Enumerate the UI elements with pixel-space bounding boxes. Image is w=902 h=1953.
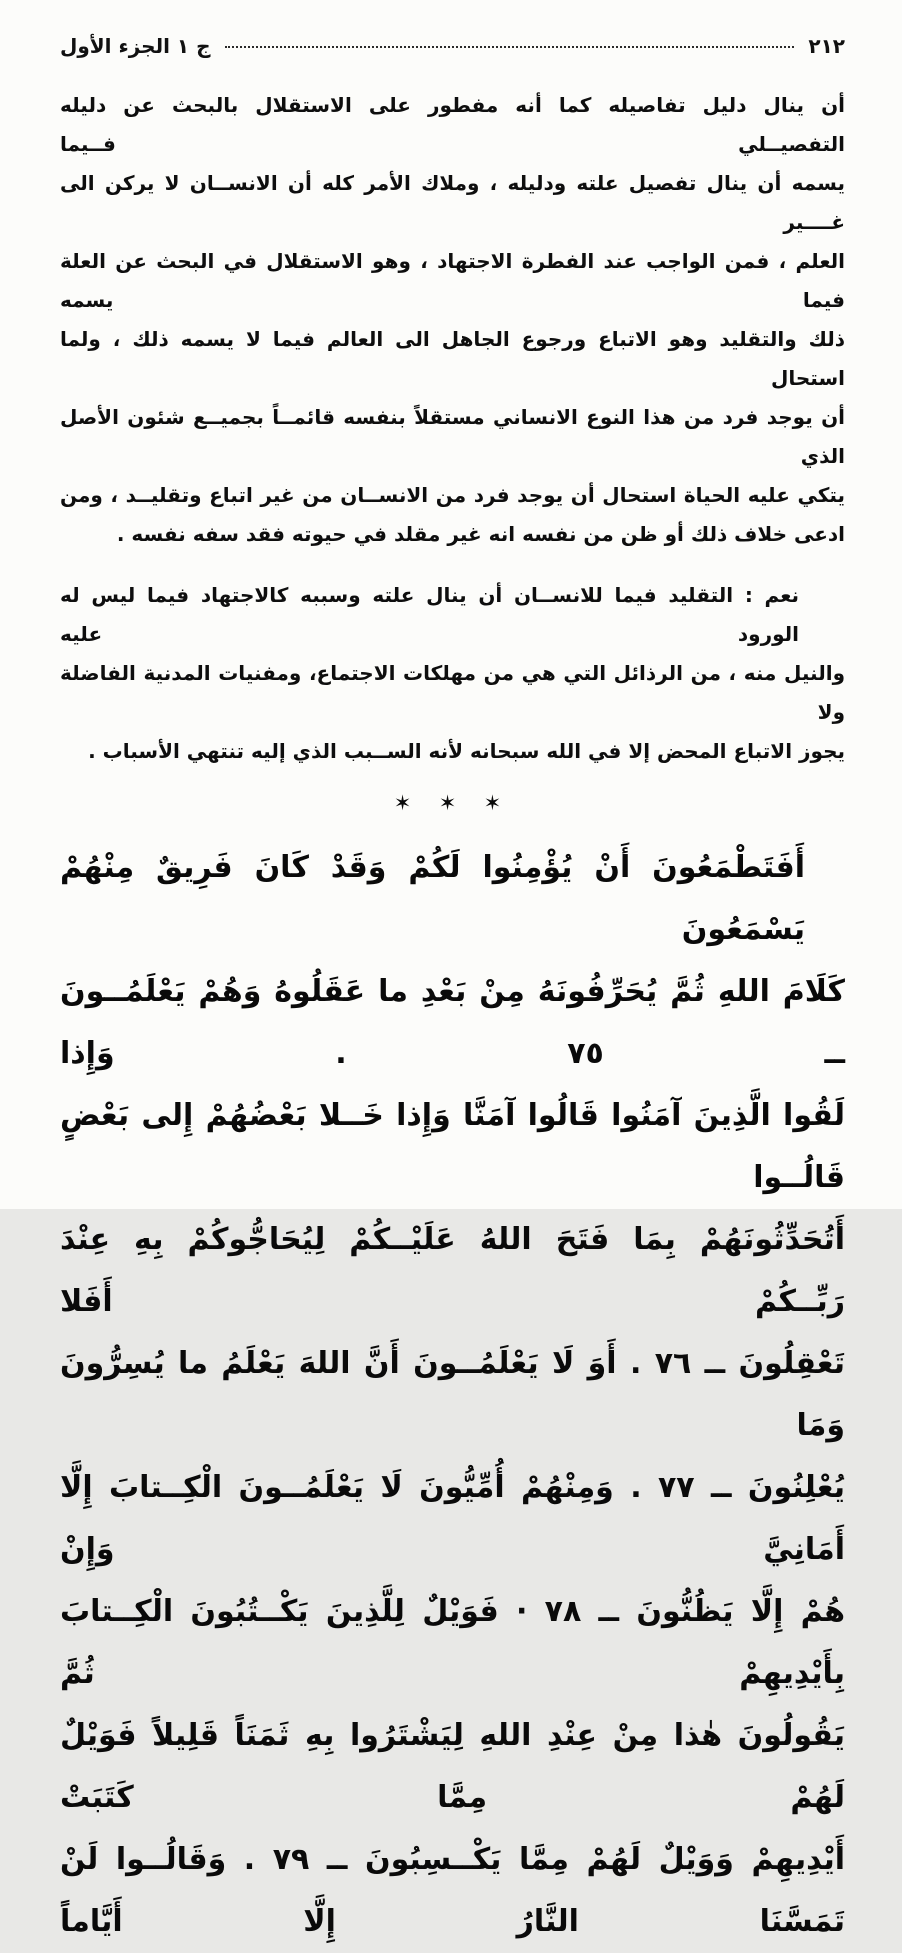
page-header <box>60 32 845 60</box>
page-number: ٢١٢ <box>808 34 845 58</box>
commentary-line: ذلك والتقليد وهو الاتباع ورجوع الجاهل الى العالم فيما لا يسمه ذلك ، ولما استحال <box>60 327 845 390</box>
commentary-line: والنيل منه ، من الرذائل التي هي من مهلكات الاجتماع، ومفنيات المدنية الفاضلة ولا <box>60 661 845 724</box>
volume-title: ج ١ الجزء الأول <box>60 34 211 58</box>
quran-line: يُعْلِنُونَ ــ ٧٧ . وَمِنْهُمْ أُمِّيُّونَ لَا يَعْلَمُــونَ الْكِــتابَ إِلَّا أَمَانِيَّ وَإِنْ <box>60 1470 845 1567</box>
quran-verses-block <box>60 837 845 1953</box>
commentary-line: العلم ، فمن الواجب عند الفطرة الاجتهاد ، وهو الاستقلال في البحث عن العلة فيما يسمه <box>60 249 845 312</box>
quran-line: أَفَتَطْمَعُونَ أَنْ يُؤْمِنُوا لَكُمْ وَقَدْ كَانَ فَرِيقٌ مِنْهُمْ يَسْمَعُونَ <box>60 850 805 947</box>
quran-line: هُمْ إِلَّا يَظُنُّونَ ــ ٧٨ · فَوَيْلٌ لِلَّذِينَ يَكْــتُبُونَ الْكِــتابَ بِأَيْدِيهِمْ ثُمَّ <box>60 1594 845 1691</box>
section-separator-stars: ✶ ✶ ✶ <box>393 791 512 815</box>
commentary-line: يتكي عليه الحياة استحال أن يوجد فرد من الانســان من غير اتباع وتقليــد ، ومن <box>60 483 845 507</box>
commentary-line: ادعى خلاف ذلك أو ظن من نفسه انه غير مقلد في حيوته فقد سفه نفسه . <box>116 522 845 546</box>
commentary-line: يجوز الاتباع المحض إلا في الله سبحانه لأنه الســبب الذي إليه تنتهي الأسباب . <box>88 739 845 763</box>
commentary-line: أن ينال دليل تفاصيله كما أنه مفطور على الاستقلال بالبحث عن دليله التفصيــلي فــيما <box>60 93 845 156</box>
quran-line: تَعْقِلُونَ ــ ٧٦ . أَوَ لَا يَعْلَمُــونَ أَنَّ اللهَ يَعْلَمُ ما يُسِرُّونَ وَمَا <box>60 1346 845 1443</box>
commentary-line: أن يوجد فرد من هذا النوع الانساني مستقلاً بنفسه قائمــاً بجميــع شئون الأصل الذي <box>60 405 845 468</box>
commentary-paragraph-1 <box>60 86 845 554</box>
quran-line: كَلَامَ اللهِ ثُمَّ يُحَرِّفُونَهُ مِنْ بَعْدِ ما عَقَلُوهُ وَهُمْ يَعْلَمُــونَ ــ ٧٥ . وَإِذا <box>60 974 845 1071</box>
commentary-line: يسمه أن ينال تفصيل علته ودليله ، وملاك الأمر كله أن الانســان لا يركن الى غــــير <box>60 171 845 234</box>
quran-line: لَقُوا الَّذِينَ آمَنُوا قَالُوا آمَنَّا وَإِذا خَــلا بَعْضُهُمْ إِلى بَعْضٍ قَالُــوا <box>60 1098 845 1195</box>
commentary-line: نعم : التقليد فيما للانســان أن ينال علته وسببه كالاجتهاد فيما ليس له الورود عليه <box>60 583 799 646</box>
commentary-paragraph-2 <box>60 576 845 771</box>
header-dotted-rule <box>225 46 795 48</box>
quran-line: أَتُحَدِّثُونَهُمْ بِمَا فَتَحَ اللهُ عَلَيْــكُمْ لِيُحَاجُّوكُمْ بِهِ عِنْدَ رَبِّــكُمْ أَفَلا <box>60 1222 845 1319</box>
quran-line: أَيْدِيهِمْ وَوَيْلٌ لَهُمْ مِمَّا يَكْــسِبُونَ ــ ٧٩ . وَقَالُــوا لَنْ تَمَسَّنَا النَّارُ إِلَّا أَيَّاماً <box>60 1842 845 1939</box>
quran-line: يَقُولُونَ هٰذا مِنْ عِنْدِ اللهِ لِيَشْتَرُوا بِهِ ثَمَنَاً قَلِيلاً فَوَيْلٌ لَهُمْ مِمَّا كَتَبَتْ <box>60 1718 845 1815</box>
